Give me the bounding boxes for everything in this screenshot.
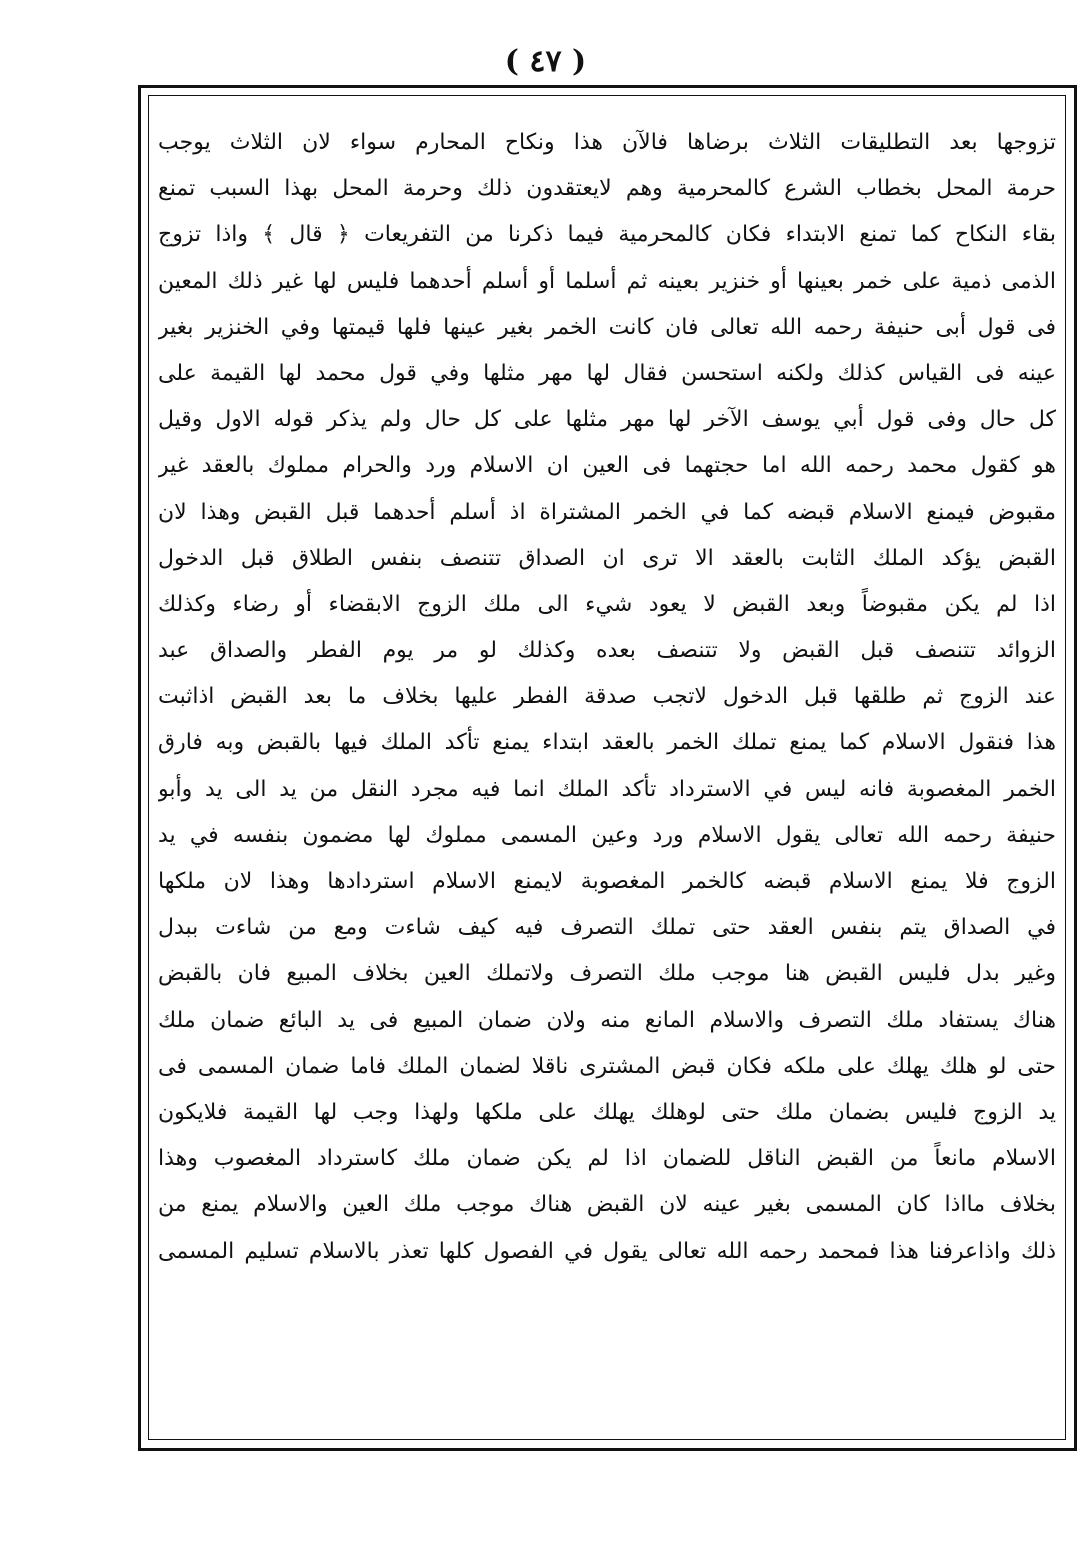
text-line: وغير بدل فليس القبض هنا موجب ملك التصرف ولاتملك العين بخلاف المبيع فان بالقبض (158, 961, 1056, 987)
text-line: حتى لو هلك يهلك على ملكه فكان قبض المشترى ناقلا لضمان الملك فاما ضمان المسمى فى (158, 1053, 1056, 1079)
text-line: الزوائد تتنصف قبل القبض ولا تتنصف بعده وكذلك لو مر يوم الفطر والصداق عبد (158, 638, 1056, 664)
text-line: اذا لم يكن مقبوضاً وبعد القبض لا يعود شيء الى ملك الزوج الابقضاء أو رضاء وكذلك (158, 591, 1056, 617)
text-line: حنيفة رحمه الله تعالى يقول الاسلام ورد وعين المسمى مملوك لها مضمون بنفسه في يد (158, 822, 1056, 848)
text-line: فى قول أبى حنيفة رحمه الله تعالى فان كانت الخمر بغير عينها فلها قيمتها وفي الخنزير بغير (158, 314, 1056, 340)
text-line: كل حال وفى قول أبي يوسف الآخر لها مهر مثلها على كل حال ولم يذكر قوله الاول وقيل (158, 407, 1056, 433)
text-line: الزوج فلا يمنع الاسلام قبضه كالخمر المغصوبة لايمنع الاسلام استردادها وهذا لان ملكها (158, 869, 1056, 894)
text-line: هو كقول محمد رحمه الله اما حجتهما فى العين ان الاسلام ورد والحرام مملوك بالعقد غير (158, 453, 1056, 479)
text-line: مقبوض فيمنع الاسلام قبضه كما في الخمر المشتراة اذ أسلم أحدهما قبل القبض وهذا لان (158, 499, 1056, 525)
text-line: بخلاف مااذا كان المسمى بغير عينه لان القبض هناك موجب ملك العين والاسلام يمنع من (158, 1192, 1056, 1218)
text-line: بقاء النكاح كما تمنع الابتداء فكان كالمحرمية فيما ذكرنا من التفريعات ﴿ قال ﴾ واذا تزوج (158, 222, 1056, 248)
text-line: ذلك واذاعرفنا هذا فمحمد رحمه الله تعالى يقول في الفصول كلها تعذر بالاسلام تسليم المسمى (158, 1238, 1056, 1264)
body-text (158, 120, 1056, 1275)
text-line: الذمى ذمية على خمر بعينها أو خنزير بعينه ثم أسلما أو أسلم أحدهما فليس لها غير ذلك المعين (158, 268, 1056, 294)
text-line: هناك يستفاد ملك التصرف والاسلام المانع منه ولان ضمان المبيع فى يد البائع ضمان ملك (158, 1007, 1056, 1033)
text-line: يد الزوج فليس بضمان ملك حتى لوهلك يهلك على ملكها ولهذا وجب لها القيمة فلايكون (158, 1099, 1056, 1125)
text-line: حرمة المحل بخطاب الشرع كالمحرمية وهم لايعتقدون ذلك وحرمة المحل بهذا السبب تمنع (158, 176, 1056, 202)
text-line: في الصداق يتم بنفس العقد حتى تملك التصرف فيه كيف شاءت ومع من شاءت ببدل (158, 915, 1056, 941)
text-line: هذا فنقول الاسلام كما يمنع تملك الخمر بالعقد ابتداء يمنع تأكد الملك فيها بالقبض وبه فارق (158, 730, 1056, 756)
text-line: الخمر المغصوبة فانه ليس في الاسترداد تأكد الملك انما فيه مجرد النقل من يد الى يد وأبو (158, 776, 1056, 802)
text-line: تزوجها بعد التطليقات الثلاث برضاها فالآن هذا ونكاح المحارم سواء لان الثلاث يوجب (158, 130, 1056, 155)
text-line: القبض يؤكد الملك الثابت بالعقد الا ترى ان الصداق تتنصف بنفس الطلاق قبل الدخول (158, 545, 1056, 571)
text-line: عينه فى القياس كذلك ولكنه استحسن فقال لها مهر مثلها وفي قول محمد لها القيمة على (158, 360, 1056, 386)
text-line: عند الزوج ثم طلقها قبل الدخول لاتجب صدقة الفطر عليها بخلاف ما بعد القبض اذاثبت (158, 684, 1056, 710)
text-line: الاسلام مانعاً من القبض الناقل للضمان اذا لم يكن ضمان ملك كاسترداد المغصوب وهذا (158, 1146, 1056, 1172)
page-number: ( ٤٧ ) (504, 44, 587, 79)
